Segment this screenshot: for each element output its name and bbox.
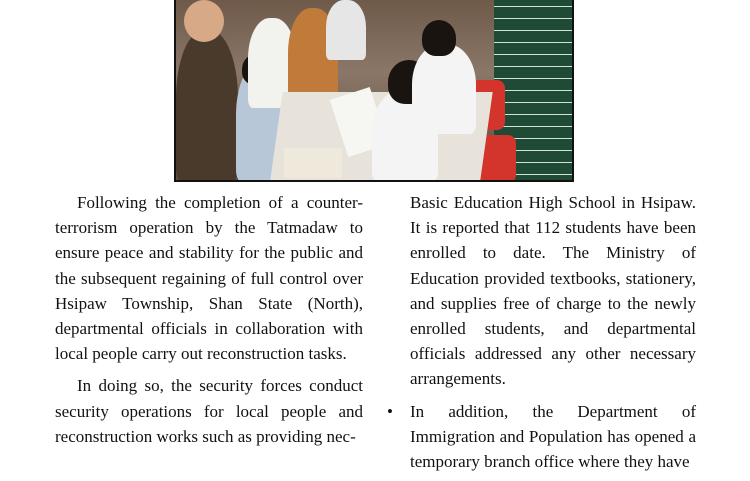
bullet-text: In addition, the Department of Immigration and Population has opened a temporary branch office where they have [410, 401, 696, 472]
paragraph: Following the completion of a counter-terrorism operation by the Tatmadaw to ensure peace and stability for the public and the subsequent regaining of full control over Hsipaw Township, Shan State (North), departmental officials in collaboration with local people carry out reconstruction tasks. [55, 193, 363, 364]
right-column [387, 190, 696, 481]
person-head [184, 0, 224, 42]
bullet-item [387, 399, 696, 475]
person [176, 30, 238, 182]
book [284, 148, 342, 178]
news-photo [174, 0, 574, 182]
person-head [422, 20, 456, 56]
paragraph: In doing so, the security forces conduct security operations for local people and reconstruction works such as providing nec- [55, 376, 363, 446]
seated-official [412, 44, 476, 134]
bullet-icon: • [387, 401, 393, 421]
person [326, 0, 366, 60]
left-column [55, 190, 363, 456]
paragraph: Basic Education High School in Hsipaw. It is reported that 112 students have been enrolled to date. The Ministry of Education provided textbooks, stationery, and supplies free of charge to the newly enrolled students, and departmental officials addressed any other necessary arrangements. [410, 193, 696, 389]
